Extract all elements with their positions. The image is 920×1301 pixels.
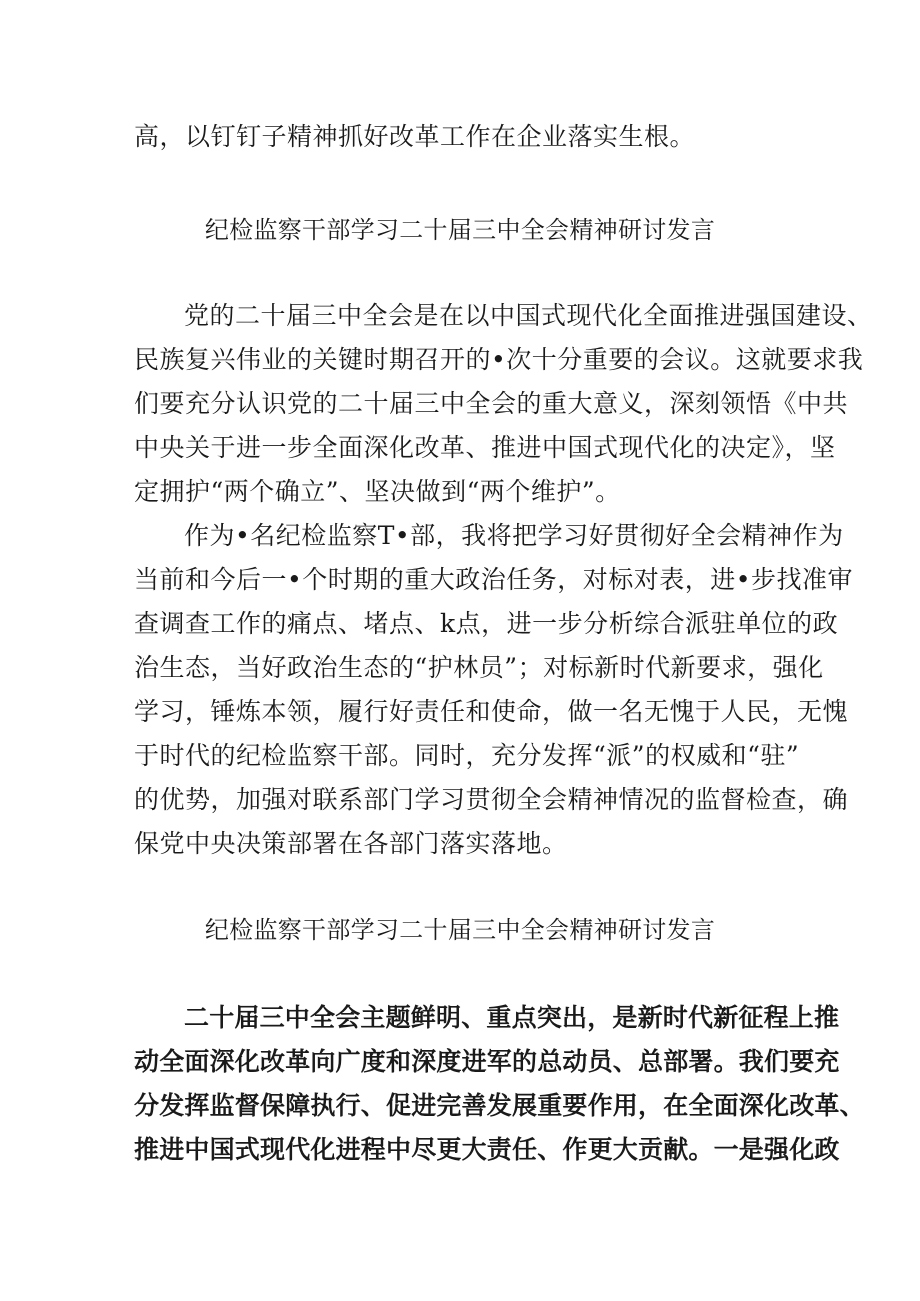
paragraph-line: 定拥护“两个确立”、坚决做到“两个维护”。 <box>134 477 621 506</box>
paragraph-line: 当前和今后一•个时期的重大政治任务，对标对表，进•步找准审 <box>134 565 853 594</box>
paragraph-line: 于时代的纪检监察干部。同时，充分发挥“派”的权威和“驻” <box>134 741 800 770</box>
section-1-paragraph-1 <box>134 294 873 514</box>
section-1-heading: 纪检监察干部学习二十届三中全会精神研讨发言 <box>204 216 716 244</box>
paragraph-line: 作为•名纪检监察T•部，我将把学习好贯彻好全会精神作为 <box>184 521 844 550</box>
paragraph-line: 动全面深化改革向广度和深度进军的总动员、总部署。我们要充 <box>134 1047 840 1076</box>
paragraph-line: 们要充分认识党的二十届三中全会的重大意义，深刻领悟《中共 <box>134 389 849 418</box>
paragraph-line: 分发挥监督保障执行、促进完善发展重要作用，在全面深化改革、 <box>134 1091 865 1120</box>
paragraph-line: 中央关于进一步全面深化改革、推进中国式现代化的决定》，坚 <box>134 433 836 462</box>
paragraph-line: 二十届三中全会主题鲜明、重点突出，是新时代新征程上推 <box>184 1003 840 1032</box>
section-2-heading: 纪检监察干部学习二十届三中全会精神研讨发言 <box>204 916 716 944</box>
paragraph-line: 推进中国式现代化进程中尽更大责任、作更大贡献。一是强化政 <box>134 1135 840 1164</box>
paragraph-line: 高，以钉钉子精神抓好改革工作在企业落实生根。 <box>134 122 696 151</box>
paragraph-line: 党的二十届三中全会是在以中国式现代化全面推进强国建设、 <box>184 301 873 330</box>
paragraph-line: 治生态，当好政治生态的“护林员”；对标新时代新要求，强化 <box>134 653 824 682</box>
section-2-paragraph-1 <box>134 996 865 1172</box>
section-1-paragraph-2 <box>134 514 853 866</box>
paragraph-line: 保党中央决策部署在各部门落实落地。 <box>134 829 568 858</box>
paragraph-line: 民族复兴伟业的关键时期召开的•次十分重要的会议。这就要求我 <box>134 345 864 374</box>
intro-paragraph-tail <box>134 115 794 159</box>
paragraph-line: 的优势，加强对联系部门学习贯彻全会精神情况的监督检查，确 <box>134 785 849 814</box>
paragraph-line: 查调查工作的痛点、堵点、k点，进一步分析综合派驻单位的政 <box>134 609 839 638</box>
paragraph-line: 学习，锤炼本领，履行好责任和使命，做一名无愧于人民，无愧 <box>134 697 849 726</box>
